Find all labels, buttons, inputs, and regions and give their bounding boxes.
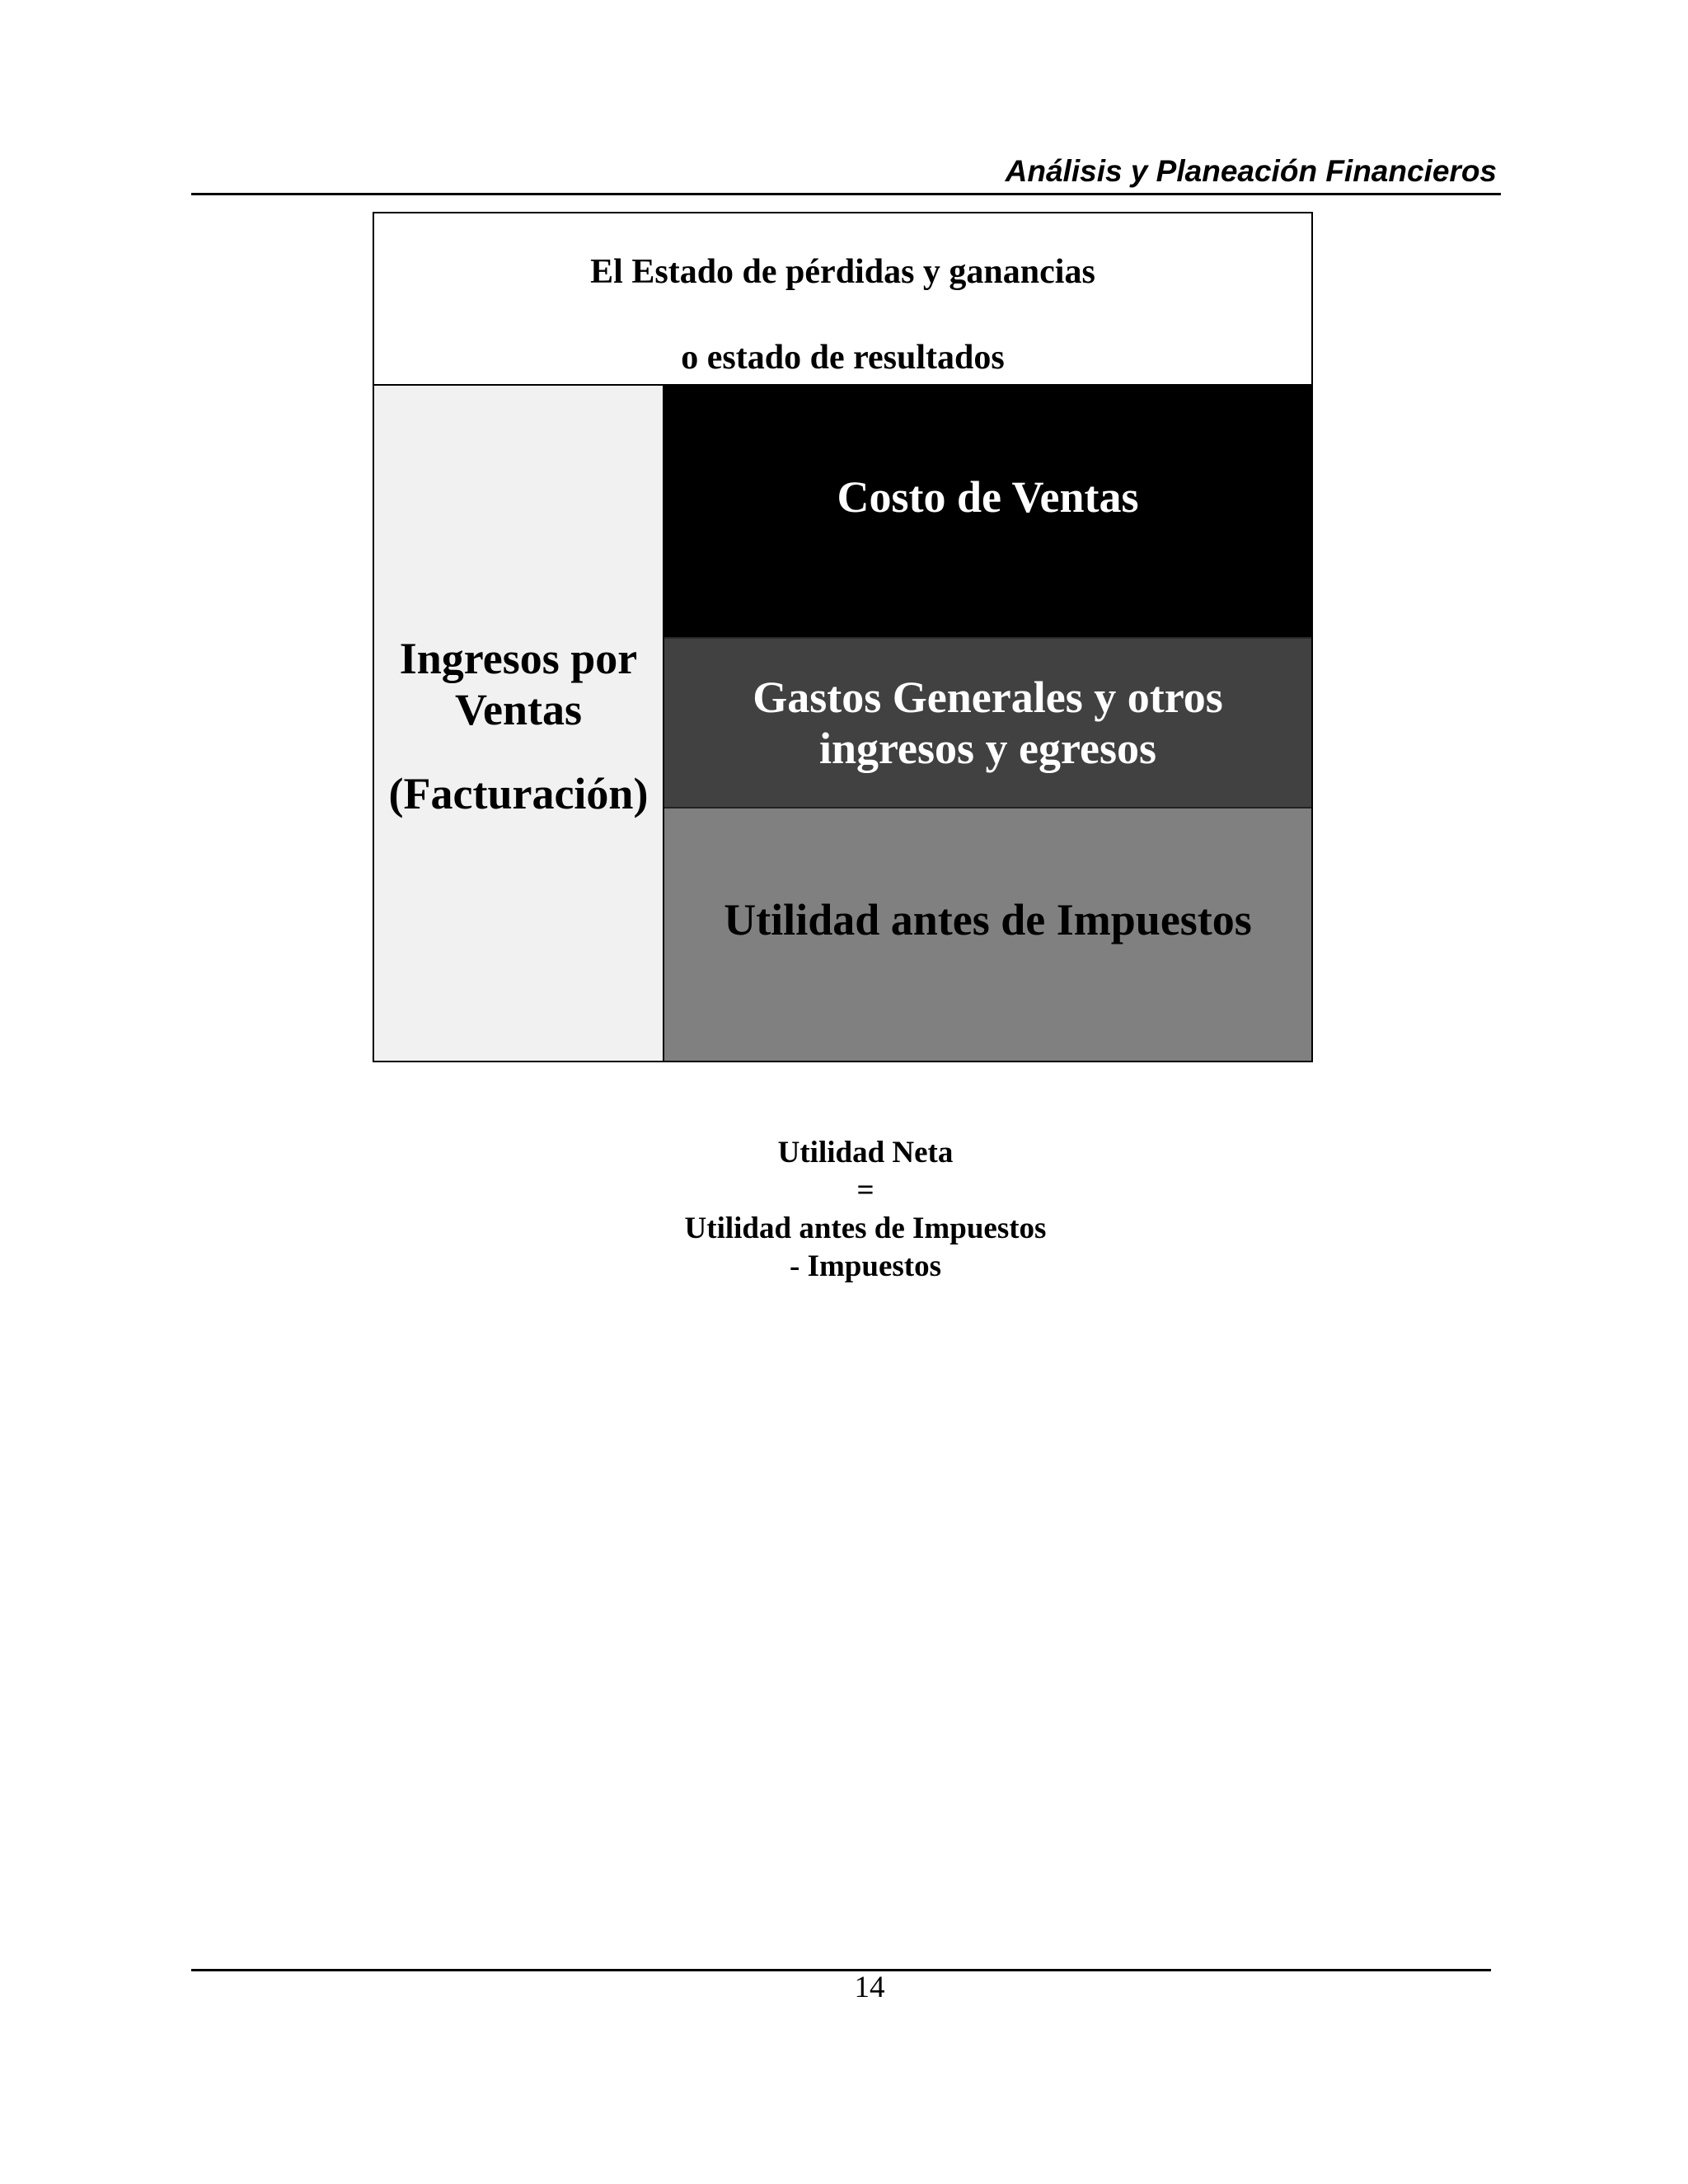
revenue-label-line-3: (Facturación) — [388, 769, 649, 818]
formula-line-4: - Impuestos — [790, 1249, 941, 1283]
net-income-formula — [0, 1134, 1688, 1286]
running-header-title: Análisis y Planeación Financieros — [1005, 154, 1497, 188]
diagram-title-line-2: o estado de resultados — [681, 339, 1005, 377]
general-expenses-label: Gastos Generales y otros ingresos y egresos — [753, 673, 1223, 773]
profit-before-tax-block — [664, 808, 1311, 1061]
page-number: 14 — [854, 1971, 885, 2004]
formula-line-1: Utilidad Neta — [777, 1136, 954, 1169]
diagram-title — [374, 213, 1311, 386]
general-expenses-block — [664, 639, 1311, 808]
cost-of-sales-block — [664, 386, 1311, 639]
revenue-label-line-2: Ventas — [454, 685, 583, 734]
cost-of-sales-label: Costo de Ventas — [837, 472, 1139, 522]
income-statement-diagram — [373, 212, 1313, 1062]
profit-before-tax-label: Utilidad antes de Impuestos — [724, 895, 1252, 944]
header-rule — [191, 193, 1501, 195]
formula-line-3: Utilidad antes de Impuestos — [684, 1212, 1047, 1245]
diagram-title-line-1: El Estado de pérdidas y ganancias — [590, 253, 1095, 291]
revenue-label-line-1: Ingresos por — [399, 634, 638, 683]
revenue-block — [374, 386, 664, 1061]
formula-line-2: = — [856, 1174, 874, 1207]
